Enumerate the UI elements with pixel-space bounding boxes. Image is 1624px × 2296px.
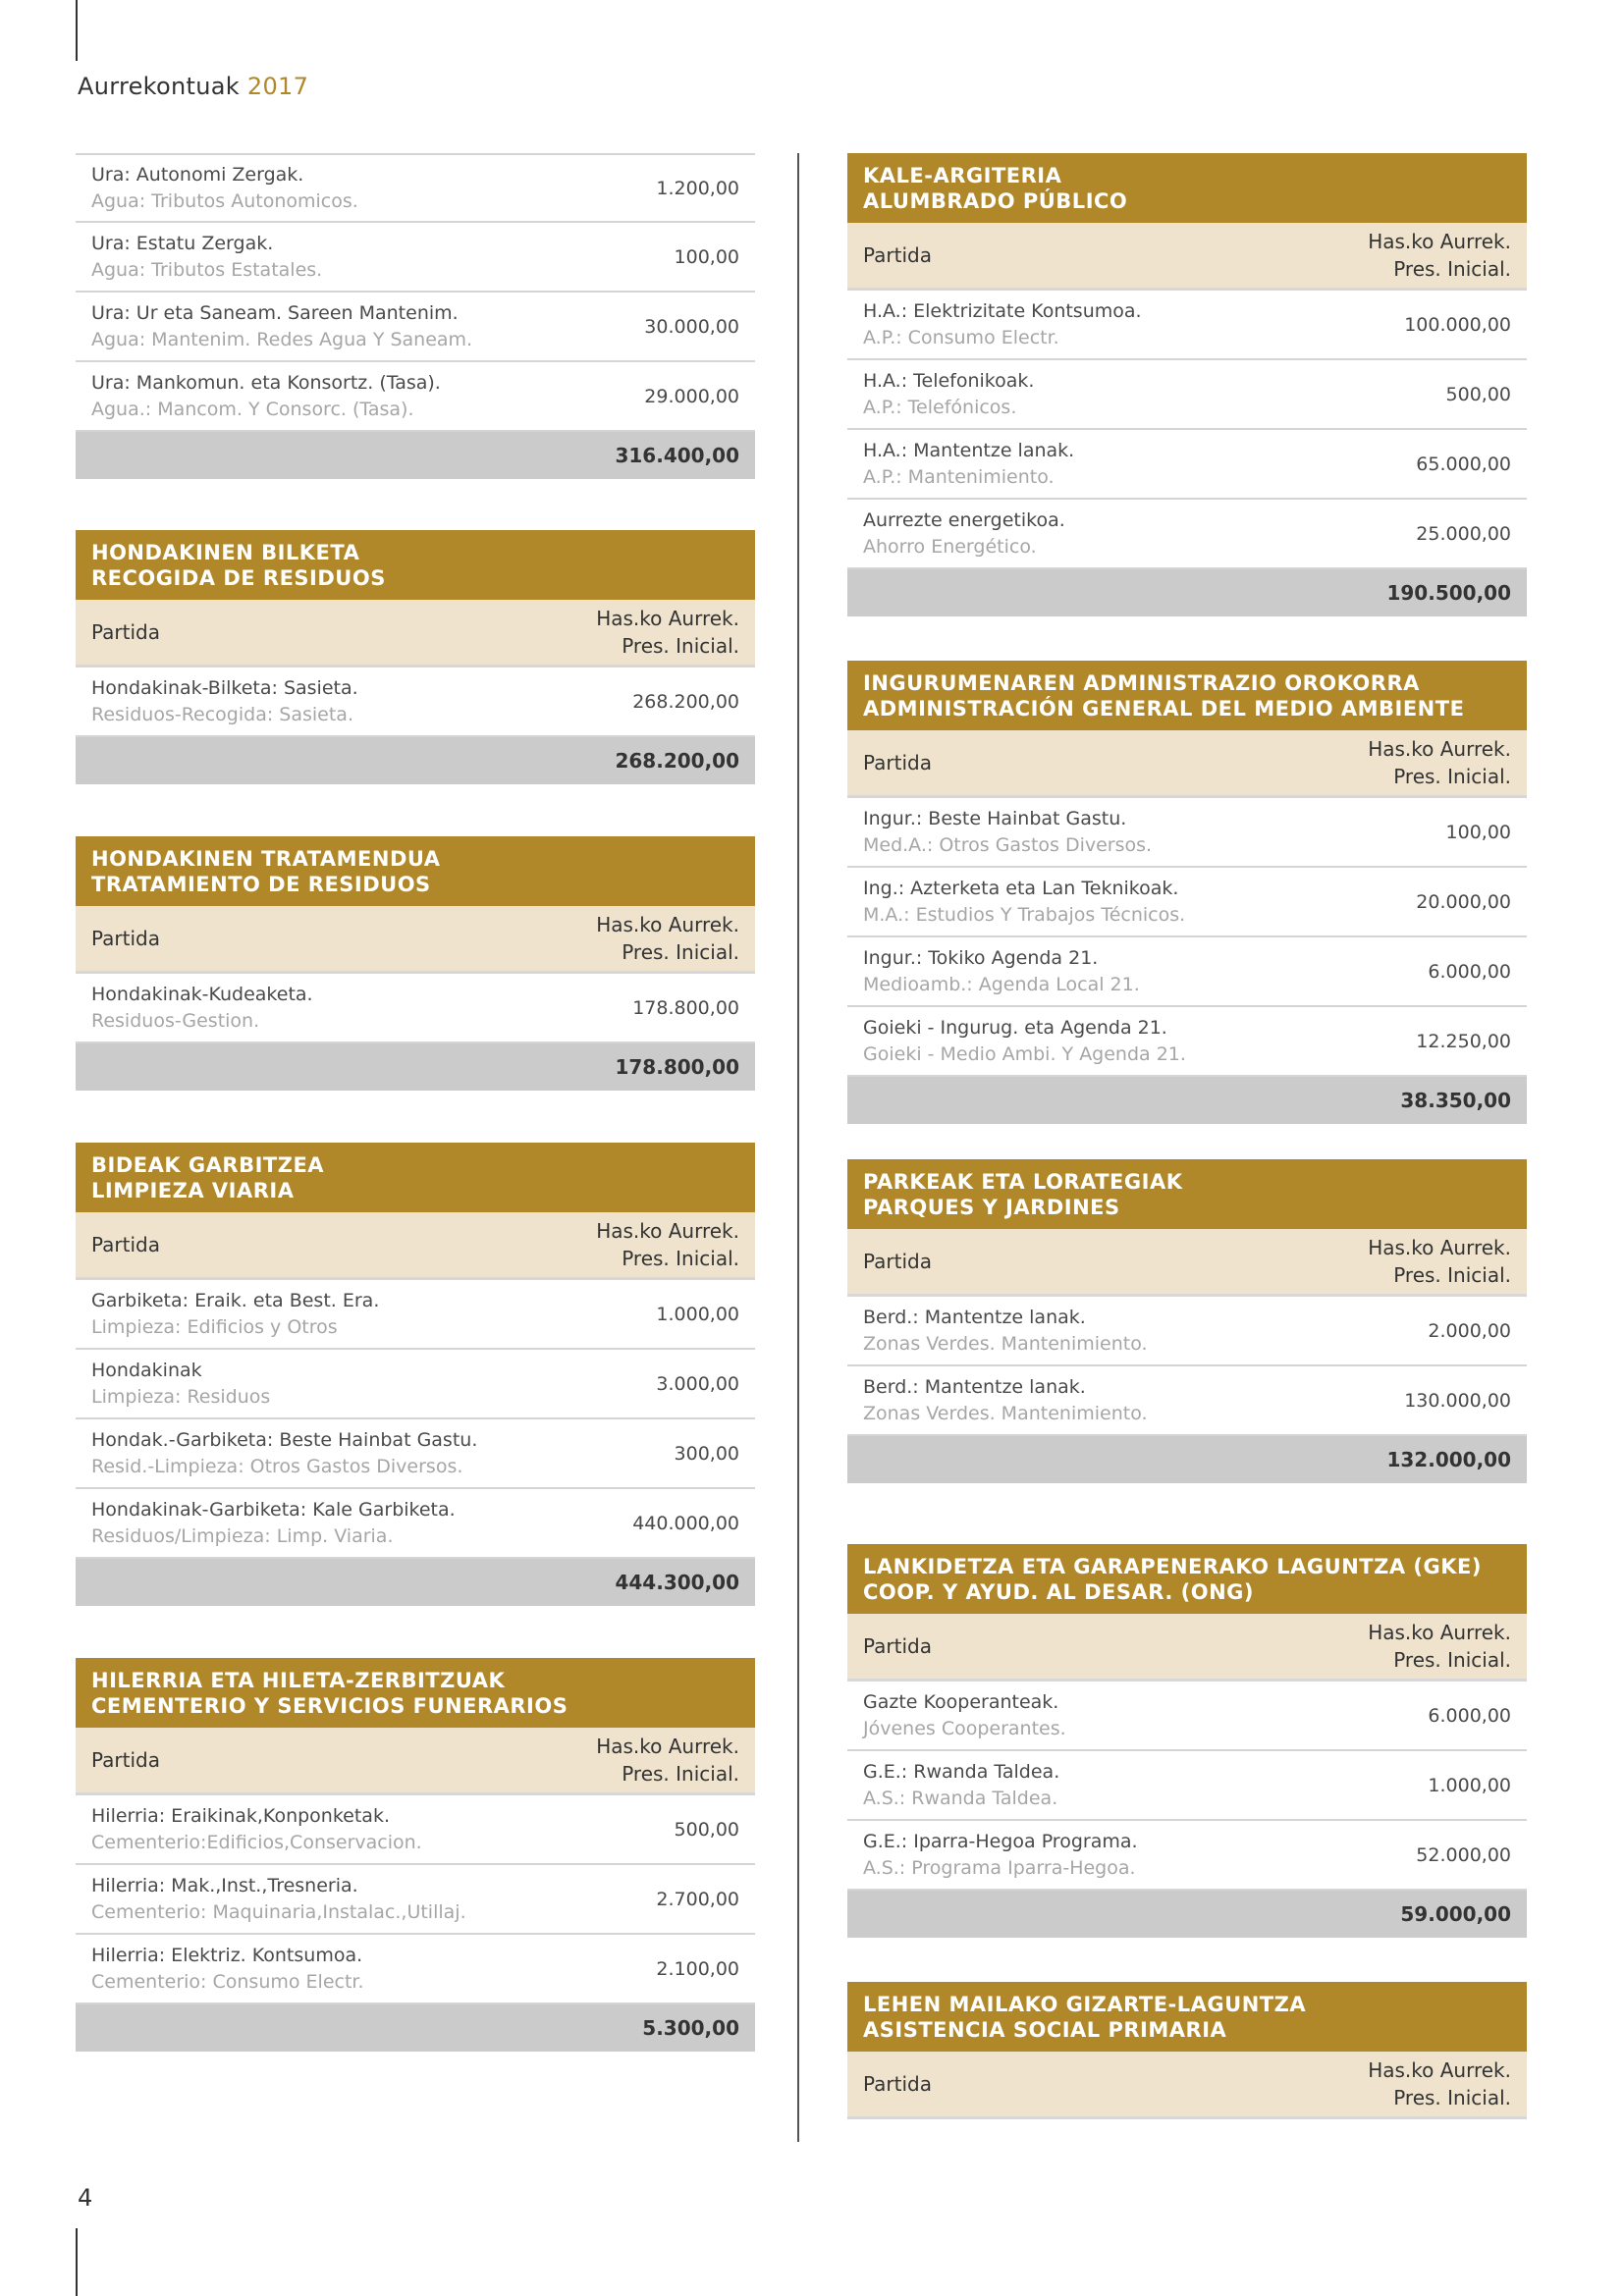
amount: 6.000,00 [1428,1704,1511,1727]
section-title: HILERRIA ETA HILETA-ZERBITZUAK CEMENTERIO Y SERVICIOS FUNERARIOS [76,1658,755,1728]
section-total: 178.800,00 [76,1043,755,1091]
column-header: Partida Has.ko Aurrek. Pres. Inicial. [76,1728,755,1795]
section-title: HONDAKINEN TRATAMENDUA TRATAMIENTO DE RESIDUOS [76,836,755,906]
section-hondakinen-bilketa [76,530,755,784]
column-divider [797,153,799,2142]
table-row: Hondak.-Garbiketa: Beste Hainbat Gastu. Resid.-Limpieza: Otros Gastos Diversos. 300,00 [76,1419,755,1489]
amount: 30.000,00 [644,315,739,338]
section-title: HONDAKINEN BILKETA RECOGIDA DE RESIDUOS [76,530,755,600]
table-row: Hilerria: Eraikinak,Konponketak. Cementerio:Edificios,Conservacion. 500,00 [76,1795,755,1865]
table-row: Berd.: Mantentze lanak. Zonas Verdes. Mantenimiento. 2.000,00 [847,1297,1527,1366]
section-title: KALE-ARGITERIA ALUMBRADO PÚBLICO [847,153,1527,223]
amount: 1.000,00 [656,1303,739,1325]
column-header: Partida Has.ko Aurrek. Pres. Inicial. [847,730,1527,798]
table-row: Ura: Ur eta Saneam. Sareen Mantenim. Agua: Mantenim. Redes Agua Y Saneam. 30.000,00 [76,293,755,362]
section-title: INGURUMENAREN ADMINISTRAZIO OROKORRA ADMINISTRACIÓN GENERAL DEL MEDIO AMBIENTE [847,661,1527,730]
section-total: 444.300,00 [76,1559,755,1606]
section-total: 59.000,00 [847,1891,1527,1938]
column-header: Partida Has.ko Aurrek. Pres. Inicial. [76,1212,755,1280]
column-header: Partida Has.ko Aurrek. Pres. Inicial. [847,223,1527,291]
section-total: 316.400,00 [76,432,755,479]
amount: 300,00 [674,1442,739,1465]
table-row: Ingur.: Tokiko Agenda 21. Medioamb.: Agenda Local 21. 6.000,00 [847,937,1527,1007]
section-total: 190.500,00 [847,569,1527,616]
section-title: PARKEAK ETA LORATEGIAK PARQUES Y JARDINES [847,1159,1527,1229]
amount: 29.000,00 [644,385,739,407]
table-row: Hondakinak-Kudeaketa. Residuos-Gestion. 178.800,00 [76,974,755,1043]
amount: 2.000,00 [1428,1319,1511,1342]
amount: 1.200,00 [656,177,739,199]
table-row: Aurrezte energetikoa. Ahorro Energético. 25.000,00 [847,500,1527,569]
bottom-margin-line [76,2228,78,2296]
table-row: Berd.: Mantentze lanak. Zonas Verdes. Mantenimiento. 130.000,00 [847,1366,1527,1436]
section-lankidetza [847,1544,1527,1938]
table-row: G.E.: Iparra-Hegoa Programa. A.S.: Programa Iparra-Hegoa. 52.000,00 [847,1821,1527,1891]
top-margin-line [76,0,78,61]
section-title: LANKIDETZA ETA GARAPENERAKO LAGUNTZA (GKE) COOP. Y AYUD. AL DESAR. (ONG) [847,1544,1527,1614]
amount: 25.000,00 [1416,522,1511,545]
table-row: H.A.: Elektrizitate Kontsumoa. A.P.: Consumo Electr. 100.000,00 [847,291,1527,360]
section-title: BIDEAK GARBITZEA LIMPIEZA VIARIA [76,1143,755,1212]
section-ura-continuation [76,153,755,479]
amount: 20.000,00 [1416,890,1511,913]
table-row: Ura: Estatu Zergak. Agua: Tributos Estatales. 100,00 [76,223,755,293]
amount: 6.000,00 [1428,960,1511,983]
section-hilerria [76,1658,755,2052]
section-total: 132.000,00 [847,1436,1527,1483]
section-title: LEHEN MAILAKO GIZARTE-LAGUNTZA ASISTENCIA SOCIAL PRIMARIA [847,1982,1527,2052]
amount: 500,00 [1445,383,1511,405]
table-row: Hondakinak Limpieza: Residuos 3.000,00 [76,1350,755,1419]
table-row: H.A.: Telefonikoak. A.P.: Telefónicos. 500,00 [847,360,1527,430]
left-column [76,153,755,2052]
amount: 1.000,00 [1428,1774,1511,1796]
column-header: Partida Has.ko Aurrek. Pres. Inicial. [847,1614,1527,1682]
amount: 100,00 [674,245,739,268]
column-header: Partida Has.ko Aurrek. Pres. Inicial. [847,2052,1527,2119]
amount: 52.000,00 [1416,1843,1511,1866]
column-header: Partida Has.ko Aurrek. Pres. Inicial. [76,600,755,667]
section-ingurumena [847,661,1527,1124]
amount: 100.000,00 [1404,313,1511,336]
section-total: 38.350,00 [847,1077,1527,1124]
table-row: Garbiketa: Eraik. eta Best. Era. Limpieza: Edificios y Otros 1.000,00 [76,1280,755,1350]
amount: 268.200,00 [632,690,739,713]
page-number: 4 [78,2184,93,2212]
table-row: G.E.: Rwanda Taldea. A.S.: Rwanda Taldea. 1.000,00 [847,1751,1527,1821]
amount: 130.000,00 [1404,1389,1511,1412]
amount: 65.000,00 [1416,453,1511,475]
table-row: Gazte Kooperanteak. Jóvenes Cooperantes. 6.000,00 [847,1682,1527,1751]
column-header: Partida Has.ko Aurrek. Pres. Inicial. [847,1229,1527,1297]
amount: 3.000,00 [656,1372,739,1395]
table-row: Ingur.: Beste Hainbat Gastu. Med.A.: Otros Gastos Diversos. 100,00 [847,798,1527,868]
amount: 12.250,00 [1416,1030,1511,1052]
table-row: Hondakinak-Bilketa: Sasieta. Residuos-Recogida: Sasieta. 268.200,00 [76,667,755,737]
table-row: Ing.: Azterketa eta Lan Teknikoak. M.A.: Estudios Y Trabajos Técnicos. 20.000,00 [847,868,1527,937]
right-column [847,153,1527,2119]
section-bideak-garbitzea [76,1143,755,1606]
section-kale-argiteria [847,153,1527,616]
amount: 440.000,00 [632,1512,739,1534]
table-row: Hilerria: Elektriz. Kontsumoa. Cementerio: Consumo Electr. 2.100,00 [76,1935,755,2004]
section-hondakinen-tratamendua [76,836,755,1091]
table-row: Ura: Autonomi Zergak. Agua: Tributos Autonomicos. 1.200,00 [76,153,755,223]
table-row: Goieki - Ingurug. eta Agenda 21. Goieki - Medio Ambi. Y Agenda 21. 12.250,00 [847,1007,1527,1077]
amount: 2.700,00 [656,1888,739,1910]
amount: 100,00 [1445,821,1511,843]
section-total: 5.300,00 [76,2004,755,2052]
section-gizarte-laguntza [847,1982,1527,2119]
amount: 178.800,00 [632,996,739,1019]
section-parkeak [847,1159,1527,1483]
document-title: Aurrekontuak 2017 [78,73,309,100]
table-row: Ura: Mankomun. eta Konsortz. (Tasa). Agua.: Mancom. Y Consorc. (Tasa). 29.000,00 [76,362,755,432]
table-row: Hilerria: Mak.,Inst.,Tresneria. Cementerio: Maquinaria,Instalac.,Utillaj. 2.700,00 [76,1865,755,1935]
table-row: Hondakinak-Garbiketa: Kale Garbiketa. Residuos/Limpieza: Limp. Viaria. 440.000,00 [76,1489,755,1559]
amount: 500,00 [674,1818,739,1841]
document-year: 2017 [246,73,309,100]
column-header: Partida Has.ko Aurrek. Pres. Inicial. [76,906,755,974]
table-row: H.A.: Mantentze lanak. A.P.: Mantenimiento. 65.000,00 [847,430,1527,500]
section-total: 268.200,00 [76,737,755,784]
amount: 2.100,00 [656,1957,739,1980]
